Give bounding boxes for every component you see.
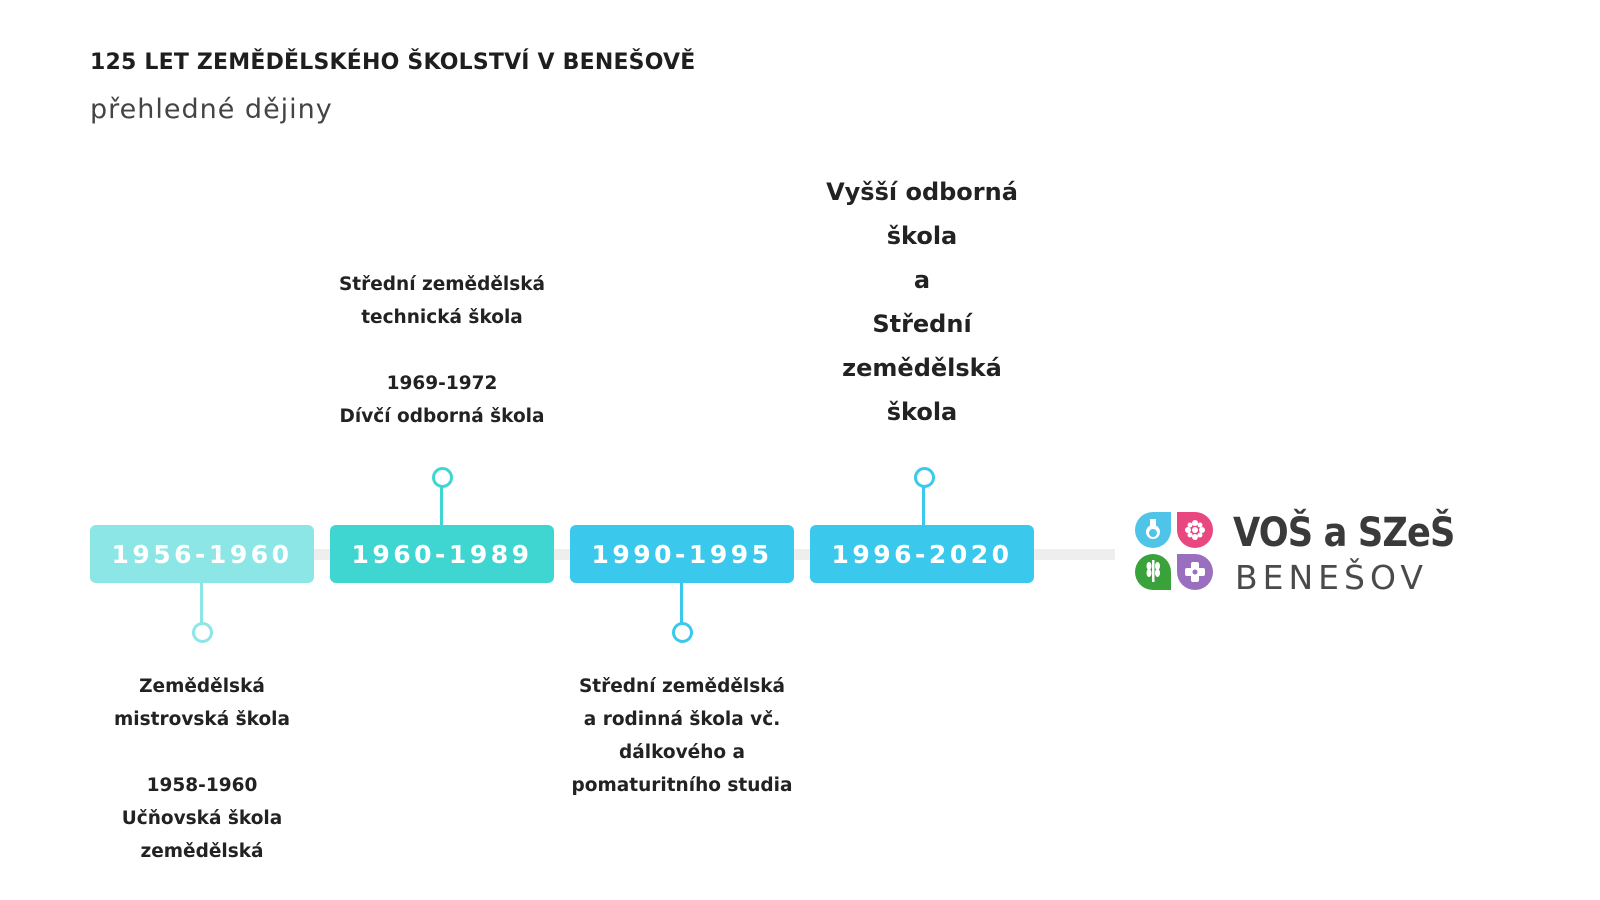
note-period-1 (102, 670, 302, 868)
note-line: 1958-1960 (146, 775, 258, 796)
period-1990-1995: 1990-1995 (570, 525, 794, 583)
connector-dot-3 (672, 622, 693, 643)
note-line: a rodinná škola vč. (583, 709, 781, 730)
flask-icon (1135, 512, 1171, 548)
period-1996-2020: 1996-2020 (810, 525, 1034, 583)
connector-2 (440, 485, 443, 525)
connector-4 (922, 485, 925, 525)
note-line: Dívčí odborná škola (339, 406, 545, 427)
note-line: Zemědělská (139, 676, 265, 697)
note-line: dálkového a (619, 742, 745, 763)
note-line: Střední zemědělská (578, 676, 786, 697)
note-line: Střední (872, 310, 972, 338)
note-line: zemědělská (842, 354, 1002, 382)
connector-3 (680, 583, 683, 627)
logo-city: BENEŠOV (1235, 558, 1428, 597)
note-line: a (913, 266, 931, 294)
note-line: zemědělská (140, 841, 264, 862)
note-line: škola (886, 398, 958, 426)
note-period-3 (557, 670, 807, 802)
note-line: 1969-1972 (386, 373, 498, 394)
note-line: Střední zemědělská (338, 274, 546, 295)
note-period-4 (802, 170, 1042, 434)
page-subtitle: přehledné dějiny (90, 94, 333, 125)
note-line: technická škola (361, 307, 523, 328)
wheat-icon (1135, 554, 1171, 590)
note-line: Učňovská škola (121, 808, 283, 829)
connector-1 (200, 583, 203, 627)
note-line: Vyšší odborná (826, 178, 1018, 206)
paw-icon (1177, 554, 1213, 590)
page-title: 125 LET ZEMĚDĚLSKÉHO ŠKOLSTVÍ V BENEŠOVĚ (90, 50, 696, 75)
note-period-2 (322, 268, 562, 433)
period-1956-1960: 1956-1960 (90, 525, 314, 583)
logo-name: VOŠ a SZeŠ (1233, 510, 1455, 556)
connector-dot-1 (192, 622, 213, 643)
note-line: pomaturitního studia (571, 775, 793, 796)
note-line: škola (886, 222, 958, 250)
note-line: mistrovská škola (114, 709, 290, 730)
flower-icon (1177, 512, 1213, 548)
period-1960-1989: 1960-1989 (330, 525, 554, 583)
